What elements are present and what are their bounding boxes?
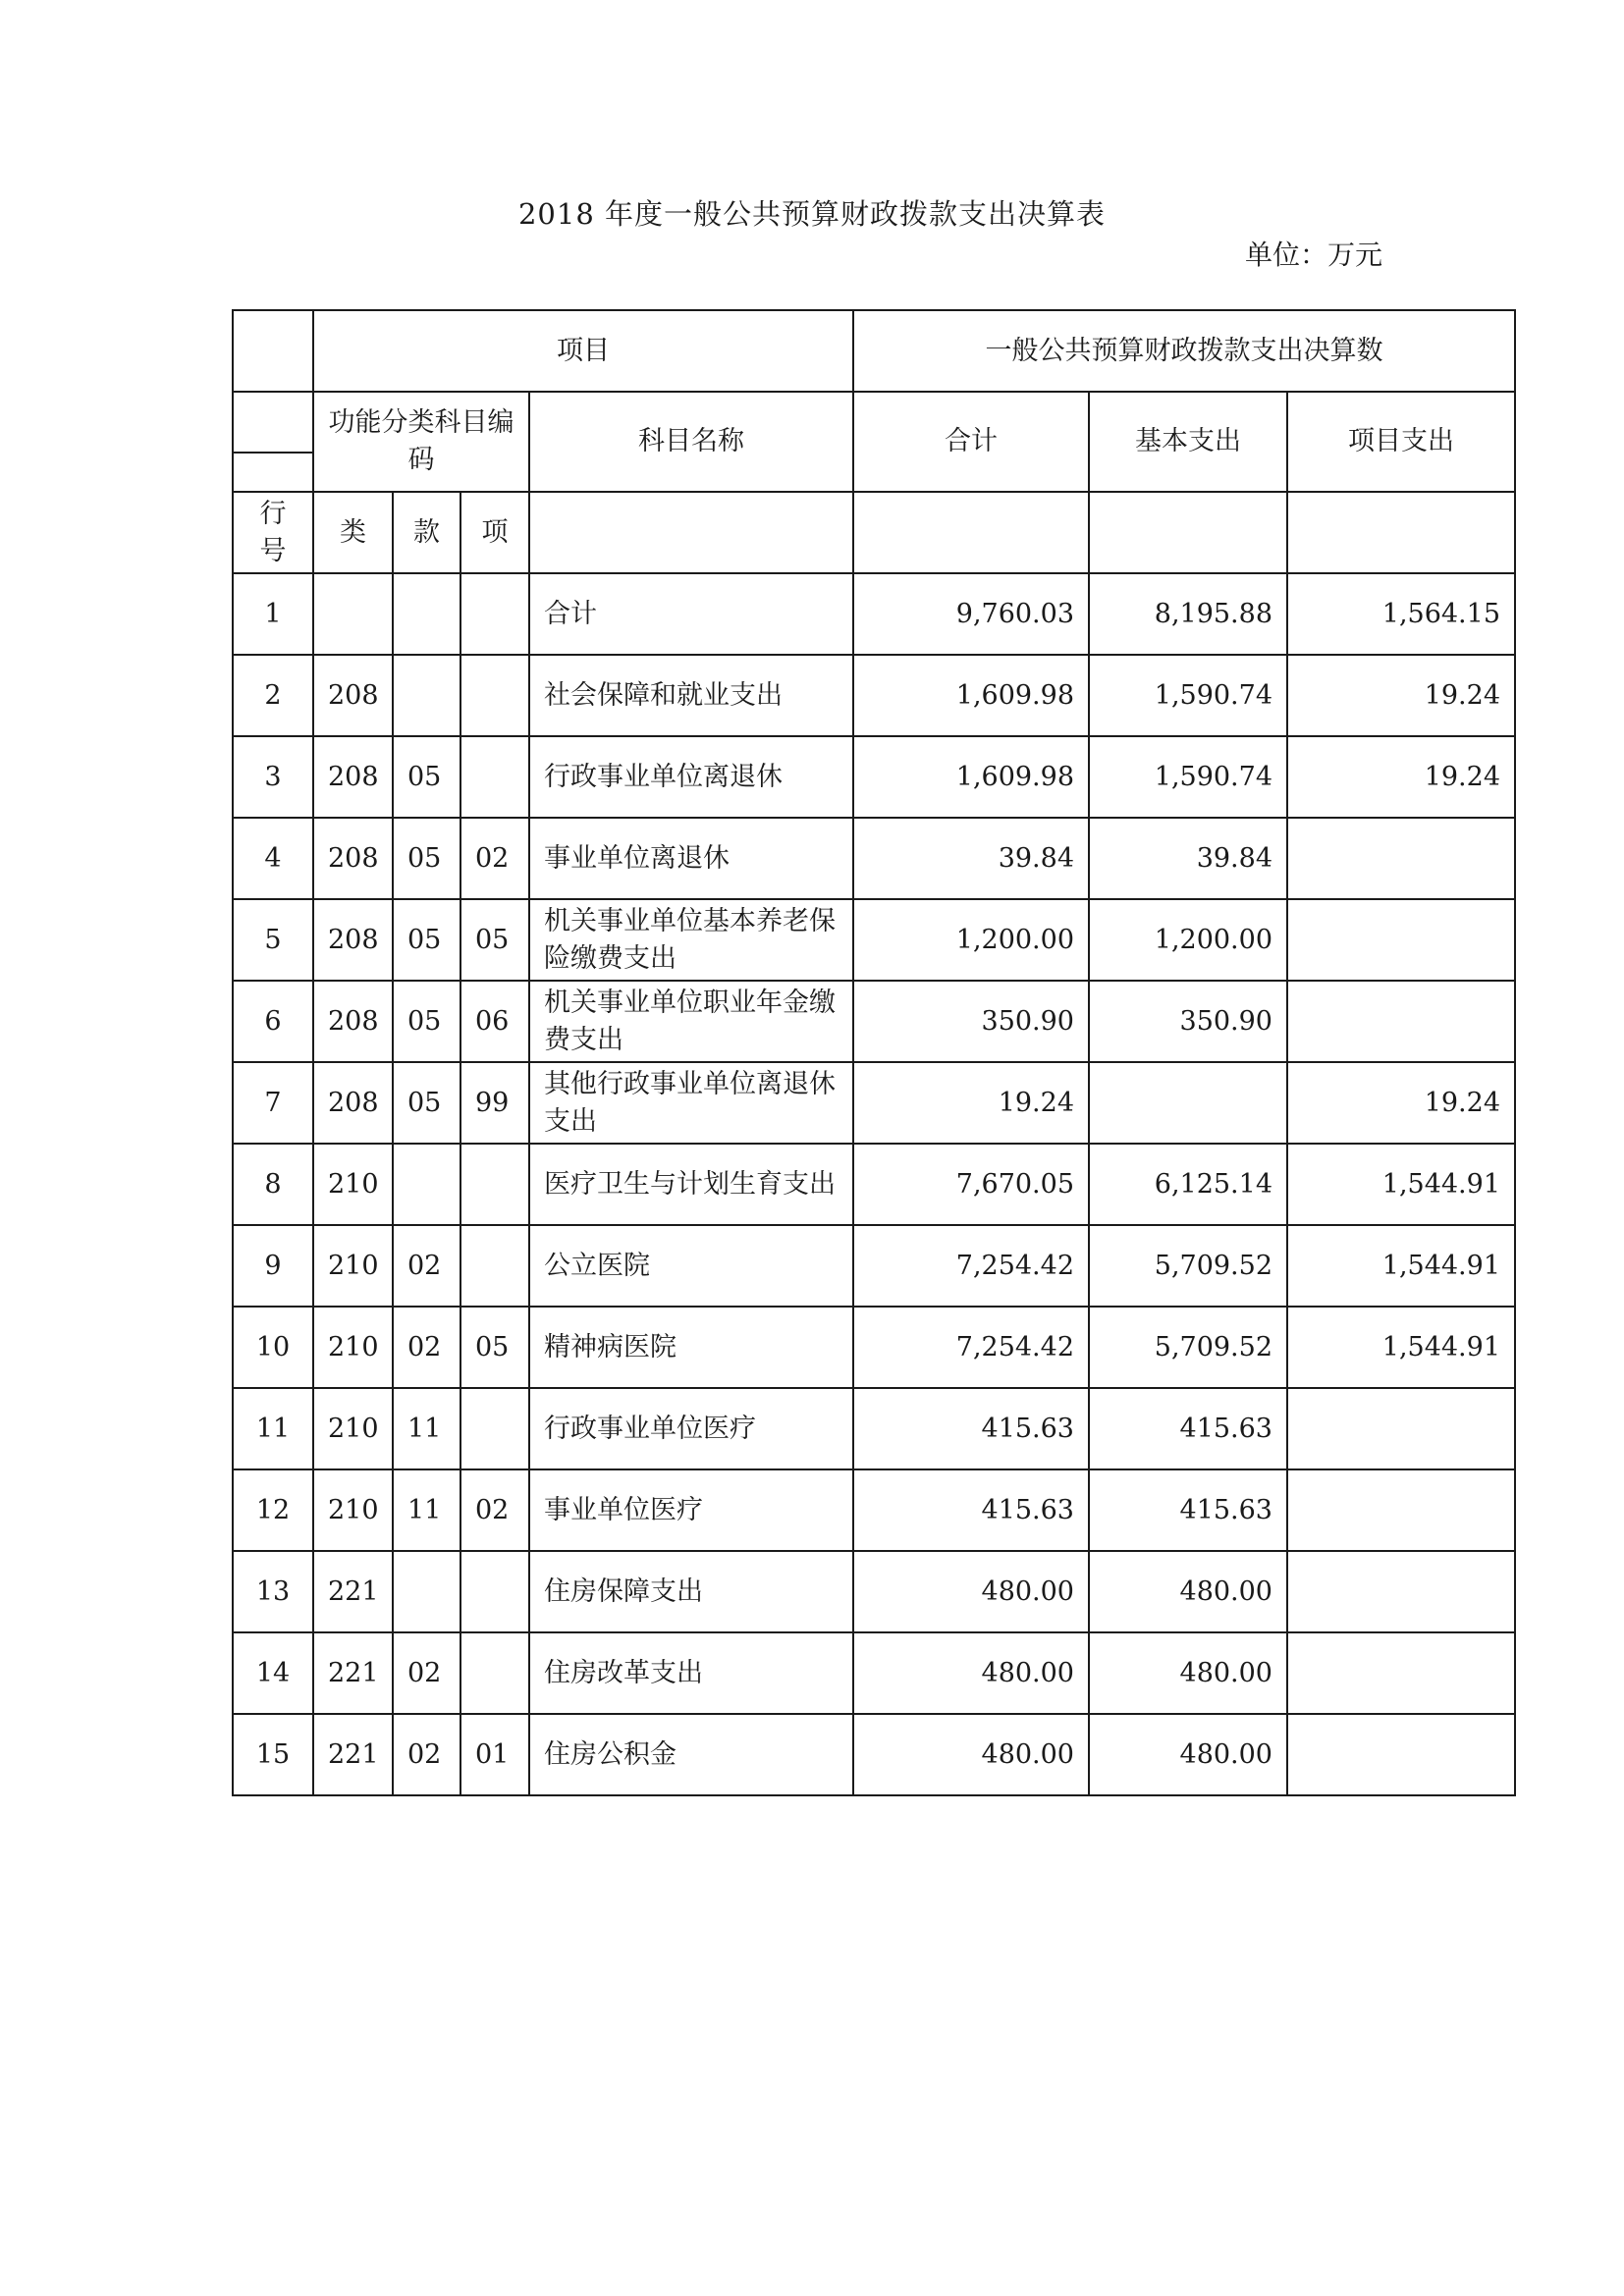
xiang-cell — [460, 655, 529, 736]
xiang-cell — [460, 1632, 529, 1714]
lei-cell: 210 — [313, 1225, 393, 1307]
basic-cell: 415.63 — [1089, 1388, 1287, 1469]
basic-cell: 6,125.14 — [1089, 1144, 1287, 1225]
subject-name-cell: 精神病医院 — [529, 1307, 853, 1388]
header-row-no: 行号 — [233, 492, 313, 573]
project-cell: 19.24 — [1287, 1062, 1515, 1144]
total-cell: 480.00 — [853, 1714, 1089, 1795]
header-project: 项目 — [313, 310, 853, 392]
kuan-cell — [393, 1551, 460, 1632]
kuan-cell: 05 — [393, 818, 460, 899]
row-no-cell: 10 — [233, 1307, 313, 1388]
header-empty-total — [853, 492, 1089, 573]
xiang-cell: 05 — [460, 899, 529, 981]
row-no-cell: 6 — [233, 981, 313, 1062]
project-cell — [1287, 981, 1515, 1062]
table-row — [233, 981, 1515, 1062]
basic-cell: 5,709.52 — [1089, 1225, 1287, 1307]
total-cell: 415.63 — [853, 1469, 1089, 1551]
table-row — [233, 573, 1515, 655]
total-cell: 7,254.42 — [853, 1307, 1089, 1388]
subject-name-cell: 医疗卫生与计划生育支出 — [529, 1144, 853, 1225]
header-empty-basic — [1089, 492, 1287, 573]
kuan-cell: 02 — [393, 1307, 460, 1388]
basic-cell: 350.90 — [1089, 981, 1287, 1062]
row-no-cell: 1 — [233, 573, 313, 655]
header-project-exp: 项目支出 — [1287, 392, 1515, 492]
header-subject-name: 科目名称 — [529, 392, 853, 492]
kuan-cell: 11 — [393, 1388, 460, 1469]
basic-cell: 5,709.52 — [1089, 1307, 1287, 1388]
table-row — [233, 1307, 1515, 1388]
xiang-cell — [460, 1388, 529, 1469]
header-func-code: 功能分类科目编码 — [313, 392, 529, 492]
subject-name-cell: 机关事业单位基本养老保险缴费支出 — [529, 899, 853, 981]
subject-name-cell: 行政事业单位医疗 — [529, 1388, 853, 1469]
project-cell — [1287, 1551, 1515, 1632]
header-lei: 类 — [313, 492, 393, 573]
xiang-cell — [460, 1144, 529, 1225]
total-cell: 1,200.00 — [853, 899, 1089, 981]
project-cell: 1,544.91 — [1287, 1307, 1515, 1388]
table-row — [233, 1632, 1515, 1714]
total-cell: 350.90 — [853, 981, 1089, 1062]
lei-cell: 208 — [313, 736, 393, 818]
row-no-cell: 14 — [233, 1632, 313, 1714]
table-row — [233, 1469, 1515, 1551]
row-no-cell: 13 — [233, 1551, 313, 1632]
xiang-cell: 05 — [460, 1307, 529, 1388]
total-cell: 480.00 — [853, 1632, 1089, 1714]
subject-name-cell: 事业单位医疗 — [529, 1469, 853, 1551]
project-cell — [1287, 1388, 1515, 1469]
lei-cell: 221 — [313, 1551, 393, 1632]
project-cell: 19.24 — [1287, 655, 1515, 736]
kuan-cell: 02 — [393, 1632, 460, 1714]
kuan-cell — [393, 655, 460, 736]
kuan-cell: 11 — [393, 1469, 460, 1551]
table-row — [233, 1388, 1515, 1469]
unit-label: 单位：万元 — [1245, 239, 1383, 271]
total-cell: 7,254.42 — [853, 1225, 1089, 1307]
subject-name-cell: 住房保障支出 — [529, 1551, 853, 1632]
subject-name-cell: 住房改革支出 — [529, 1632, 853, 1714]
lei-cell: 210 — [313, 1388, 393, 1469]
xiang-cell: 06 — [460, 981, 529, 1062]
lei-cell: 210 — [313, 1469, 393, 1551]
table-row — [233, 655, 1515, 736]
basic-cell: 8,195.88 — [1089, 573, 1287, 655]
header-total: 合计 — [853, 392, 1089, 492]
header-blank-cell-top — [233, 392, 313, 453]
project-cell — [1287, 1469, 1515, 1551]
kuan-cell: 05 — [393, 1062, 460, 1144]
xiang-cell: 99 — [460, 1062, 529, 1144]
row-no-cell: 15 — [233, 1714, 313, 1795]
lei-cell: 208 — [313, 1062, 393, 1144]
lei-cell: 210 — [313, 1144, 393, 1225]
header-basic: 基本支出 — [1089, 392, 1287, 492]
xiang-cell — [460, 1551, 529, 1632]
subject-name-cell: 行政事业单位离退休 — [529, 736, 853, 818]
lei-cell: 221 — [313, 1714, 393, 1795]
subject-name-cell: 机关事业单位职业年金缴费支出 — [529, 981, 853, 1062]
total-cell: 19.24 — [853, 1062, 1089, 1144]
row-no-cell: 3 — [233, 736, 313, 818]
table-row — [233, 899, 1515, 981]
subject-name-cell: 社会保障和就业支出 — [529, 655, 853, 736]
subject-name-cell: 住房公积金 — [529, 1714, 853, 1795]
table-row — [233, 1714, 1515, 1795]
table-row — [233, 818, 1515, 899]
project-cell: 1,544.91 — [1287, 1225, 1515, 1307]
xiang-cell — [460, 736, 529, 818]
table-row — [233, 1144, 1515, 1225]
header-row-4 — [233, 492, 1515, 573]
kuan-cell: 02 — [393, 1714, 460, 1795]
row-no-cell: 2 — [233, 655, 313, 736]
subject-name-cell: 其他行政事业单位离退休支出 — [529, 1062, 853, 1144]
header-xiang: 项 — [460, 492, 529, 573]
row-no-cell: 8 — [233, 1144, 313, 1225]
basic-cell: 415.63 — [1089, 1469, 1287, 1551]
table-row — [233, 1551, 1515, 1632]
project-cell: 1,564.15 — [1287, 573, 1515, 655]
header-corner-cell — [233, 310, 313, 392]
lei-cell: 208 — [313, 981, 393, 1062]
header-row-1 — [233, 310, 1515, 392]
document-title: 2018 年度一般公共预算财政拨款支出决算表 — [517, 197, 1107, 231]
xiang-cell — [460, 1225, 529, 1307]
header-row-2 — [233, 392, 1515, 453]
total-cell: 1,609.98 — [853, 736, 1089, 818]
project-cell — [1287, 899, 1515, 981]
header-kuan: 款 — [393, 492, 460, 573]
subject-name-cell: 公立医院 — [529, 1225, 853, 1307]
basic-cell: 39.84 — [1089, 818, 1287, 899]
row-no-cell: 12 — [233, 1469, 313, 1551]
row-no-cell: 5 — [233, 899, 313, 981]
table-row — [233, 1062, 1515, 1144]
subject-name-cell: 事业单位离退休 — [529, 818, 853, 899]
xiang-cell — [460, 573, 529, 655]
project-cell: 19.24 — [1287, 736, 1515, 818]
project-cell: 1,544.91 — [1287, 1144, 1515, 1225]
header-budget-group: 一般公共预算财政拨款支出决算数 — [853, 310, 1515, 392]
row-no-cell: 9 — [233, 1225, 313, 1307]
header-empty-project — [1287, 492, 1515, 573]
xiang-cell: 02 — [460, 1469, 529, 1551]
kuan-cell — [393, 573, 460, 655]
basic-cell: 1,590.74 — [1089, 736, 1287, 818]
kuan-cell: 02 — [393, 1225, 460, 1307]
project-cell — [1287, 1632, 1515, 1714]
total-cell: 7,670.05 — [853, 1144, 1089, 1225]
total-cell: 1,609.98 — [853, 655, 1089, 736]
table-row — [233, 736, 1515, 818]
xiang-cell: 02 — [460, 818, 529, 899]
basic-cell — [1089, 1062, 1287, 1144]
total-cell: 480.00 — [853, 1551, 1089, 1632]
kuan-cell: 05 — [393, 981, 460, 1062]
total-cell: 39.84 — [853, 818, 1089, 899]
table-row — [233, 1225, 1515, 1307]
kuan-cell: 05 — [393, 736, 460, 818]
kuan-cell — [393, 1144, 460, 1225]
budget-table — [232, 309, 1516, 1796]
basic-cell: 480.00 — [1089, 1714, 1287, 1795]
lei-cell: 208 — [313, 818, 393, 899]
xiang-cell: 01 — [460, 1714, 529, 1795]
total-cell: 9,760.03 — [853, 573, 1089, 655]
basic-cell: 1,200.00 — [1089, 899, 1287, 981]
kuan-cell: 05 — [393, 899, 460, 981]
header-empty-name — [529, 492, 853, 573]
project-cell — [1287, 818, 1515, 899]
header-blank-cell-bottom — [233, 453, 313, 492]
lei-cell: 208 — [313, 899, 393, 981]
basic-cell: 480.00 — [1089, 1632, 1287, 1714]
total-cell: 415.63 — [853, 1388, 1089, 1469]
lei-cell — [313, 573, 393, 655]
subject-name-cell: 合计 — [529, 573, 853, 655]
row-no-cell: 11 — [233, 1388, 313, 1469]
lei-cell: 208 — [313, 655, 393, 736]
project-cell — [1287, 1714, 1515, 1795]
basic-cell: 480.00 — [1089, 1551, 1287, 1632]
basic-cell: 1,590.74 — [1089, 655, 1287, 736]
lei-cell: 221 — [313, 1632, 393, 1714]
row-no-cell: 4 — [233, 818, 313, 899]
row-no-cell: 7 — [233, 1062, 313, 1144]
lei-cell: 210 — [313, 1307, 393, 1388]
